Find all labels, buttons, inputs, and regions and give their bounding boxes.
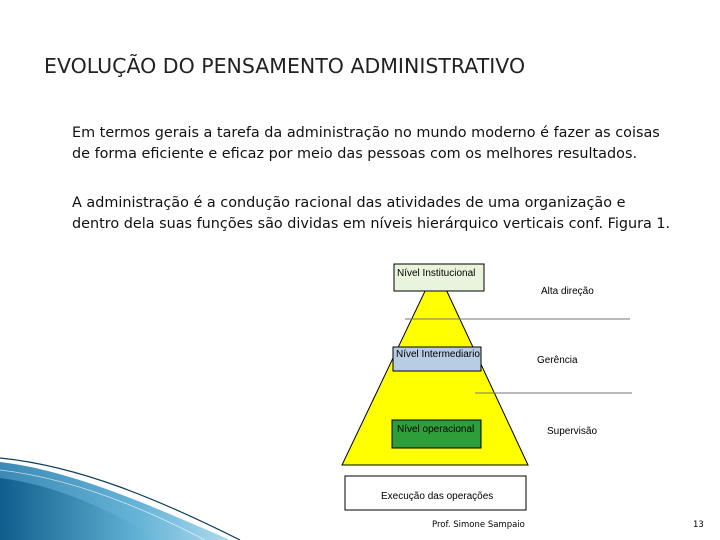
footer-author: Prof. Simone Sampaio: [432, 520, 525, 530]
paragraph-intro-line: Em termos gerais a tarefa da administração no mundo moderno é fazer as coisas: [72, 125, 660, 141]
level-box-institutional-label: Nível Institucional: [397, 268, 476, 279]
slide-title: EVOLUÇÃO DO PENSAMENTO ADMINISTRATIVO: [44, 54, 526, 78]
base-box-label: Execução das operações: [381, 491, 494, 502]
paragraph-intro-line: de forma eficiente e eficaz por meio das pessoas com os melhores resultados.: [72, 146, 638, 162]
side-label-top: Alta direção: [541, 286, 594, 297]
page-number: 13: [693, 520, 704, 530]
side-label-middle: Gerência: [537, 355, 578, 366]
paragraph-definition-line: A administração é a condução racional das atividades de uma organização e: [72, 195, 626, 211]
paragraph-definition-line: dentro dela suas funções são dividas em níveis hierárquico verticais conf. Figura 1.: [72, 216, 671, 232]
side-label-bottom: Supervisão: [547, 426, 598, 437]
level-box-intermediate-label: Nível Intermediario: [396, 349, 480, 360]
level-box-operational-label: Nível operacional: [397, 424, 475, 435]
decorative-wave: [0, 458, 240, 540]
